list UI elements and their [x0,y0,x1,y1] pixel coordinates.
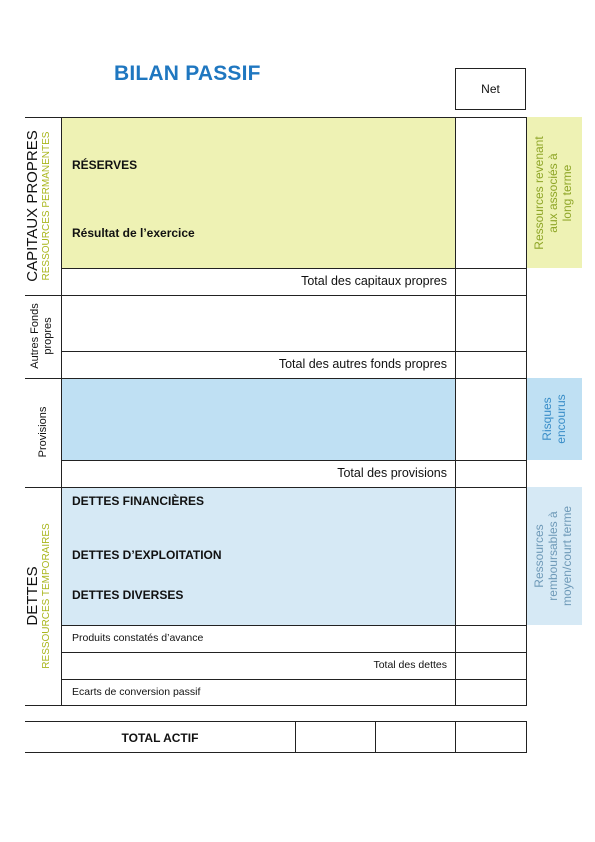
autres-fonds-label-cell [25,295,61,378]
rule [25,295,526,296]
rule [25,705,526,706]
reserves-row: RÉSERVES [72,158,138,172]
rule [455,721,456,753]
resultat-row: Résultat de l’exercice [72,226,195,240]
rule [25,752,526,753]
total-dettes-label: Total des dettes [373,659,447,671]
dettes-exploitation-row: DETTES D’EXPLOITATION [72,548,222,562]
dettes-sublabel: RESSOURCES TEMPORAIRES [41,523,52,669]
rule [61,625,526,626]
capitaux-side-note: Ressources revenant aux associés à long terme [532,136,574,250]
dettes-label: DETTES [24,566,41,626]
provisions-label-cell [25,378,61,487]
dettes-label-cell [25,487,61,705]
ecarts-conversion-label: Ecarts de conversion passif [72,686,201,698]
capitaux-label-cell [25,117,61,295]
rule [455,117,456,706]
autres-fonds-label-line2: propres [42,317,54,355]
rule [526,721,527,753]
total-actif-label: TOTAL ACTIF [121,731,199,745]
total-autres-fonds-label: Total des autres fonds propres [278,357,447,371]
dettes-diverses-row: DETTES DIVERSES [72,588,184,602]
provisions-side-note: Risques encourus [540,394,568,444]
dettes-financieres-row: DETTES FINANCIÈRES [72,494,205,508]
capitaux-fill [61,117,455,268]
capitaux-sublabel: RESSOURCES PERMANENTES [41,131,52,281]
produits-constates-label: Produits constatés d’avance [72,632,204,644]
net-column-header [455,68,526,110]
rule [295,721,296,753]
rule [61,652,526,653]
provisions-fill [61,378,455,460]
rule [61,679,526,680]
rule [61,268,526,269]
dettes-side-note: Ressources remboursables à moyen/court terme [532,505,574,607]
provisions-label: Provisions [37,406,49,458]
rule [25,487,526,488]
page-title: BILAN PASSIF [114,62,261,85]
total-provisions-label: Total des provisions [337,466,447,480]
rule [25,378,526,379]
rule [25,117,526,118]
net-header-label: Net [481,82,500,96]
rule [61,351,526,352]
total-capitaux-label: Total des capitaux propres [301,274,447,288]
rule [25,721,526,722]
rule [61,460,526,461]
rule [375,721,376,753]
autres-fonds-label-line1: Autres Fonds [29,303,41,369]
capitaux-label: CAPITAUX PROPRES [24,130,41,282]
